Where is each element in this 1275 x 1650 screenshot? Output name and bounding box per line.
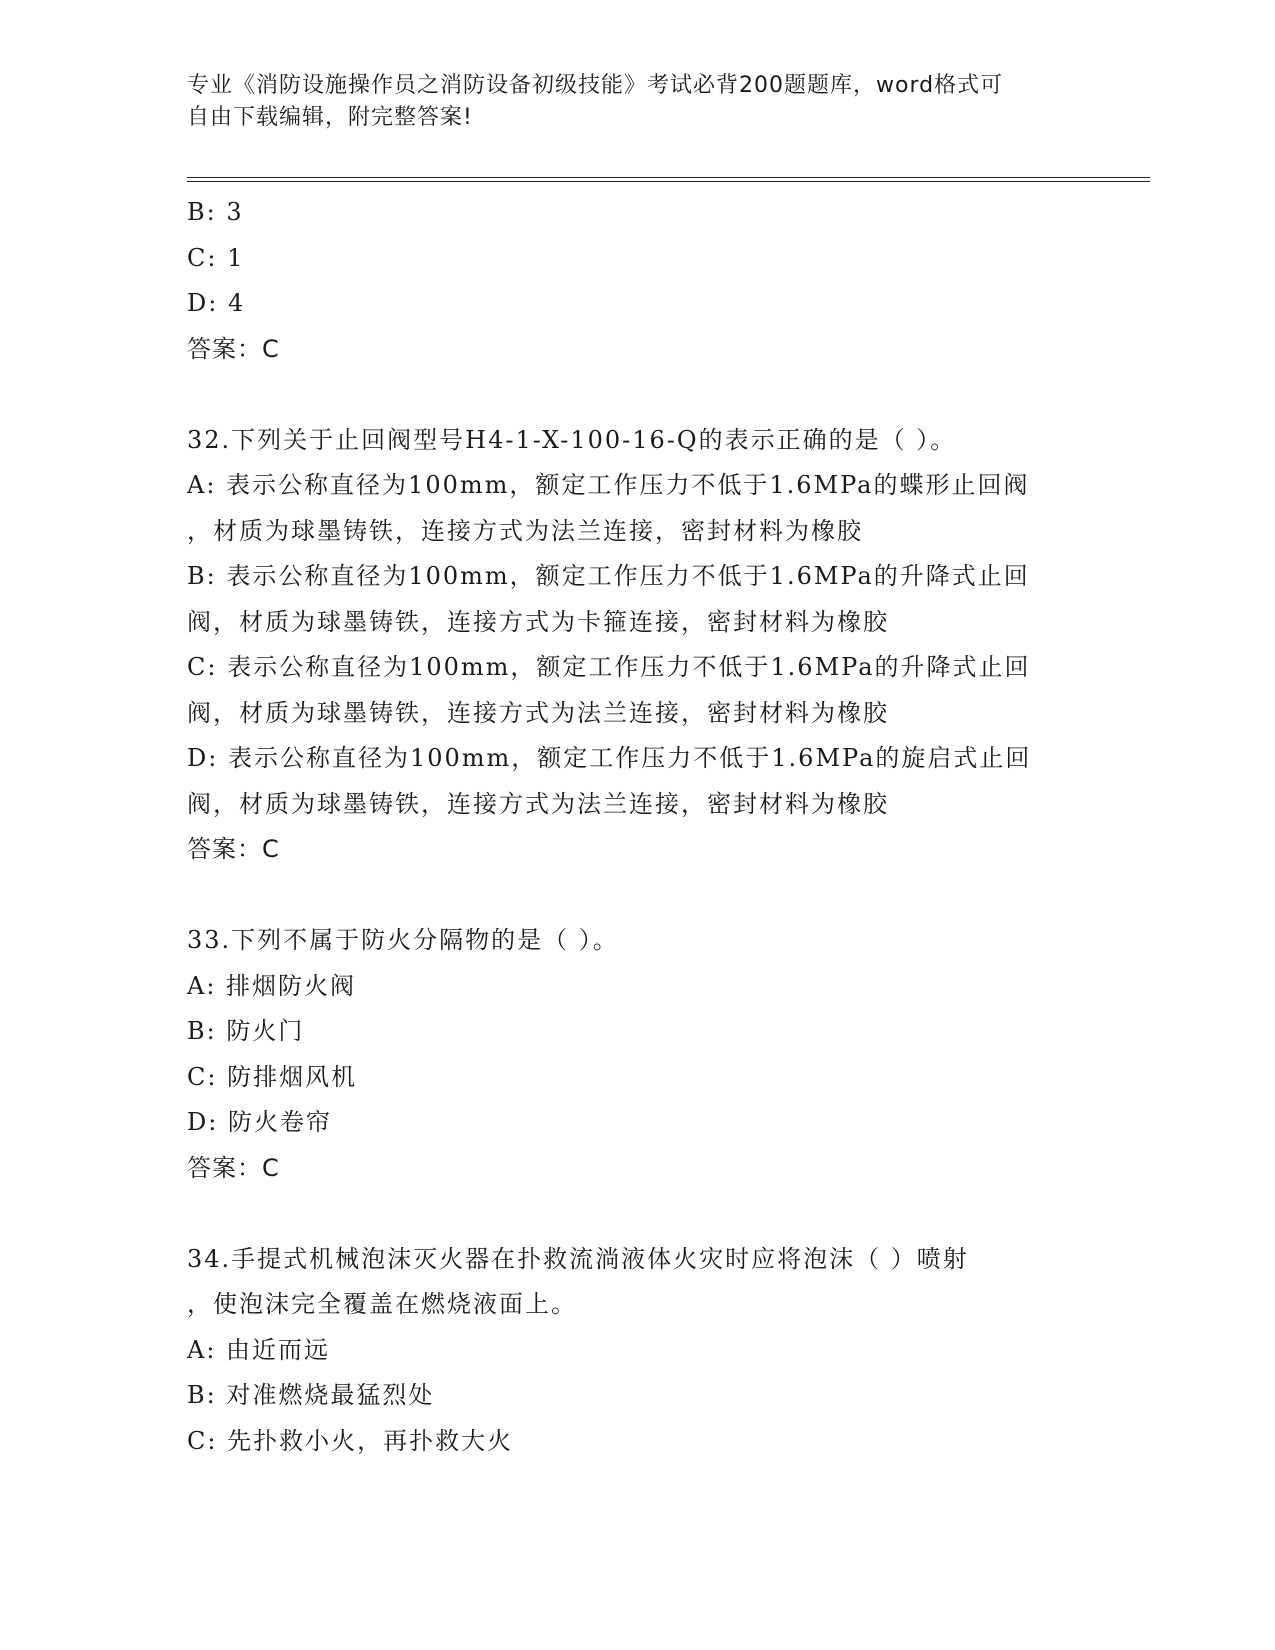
option-a-line-2: ，材质为球墨铸铁，连接方式为法兰连接，密封材料为橡胶 bbox=[187, 516, 863, 545]
option-b-line-1: B: 表示公称直径为100mm，额定工作压力不低于1.6MPa的升降式止回 bbox=[187, 562, 1030, 590]
answer-text: 答案：C bbox=[187, 334, 280, 363]
option-c: C: 1 bbox=[187, 243, 245, 272]
option-b: B: 防火门 bbox=[187, 1017, 305, 1045]
document-body bbox=[187, 190, 1087, 1464]
page-header bbox=[187, 70, 1067, 134]
option-b-line-2: 阀，材质为球墨铸铁，连接方式为卡箍连接，密封材料为橡胶 bbox=[187, 607, 889, 636]
question-text-line-2: ，使泡沫完全覆盖在燃烧液面上。 bbox=[187, 1290, 577, 1318]
option-a-line-1: A: 表示公称直径为100mm，额定工作压力不低于1.6MPa的蝶形止回阀 bbox=[187, 471, 1030, 499]
option-c-line-2: 阀，材质为球墨铸铁，连接方式为法兰连接，密封材料为橡胶 bbox=[187, 698, 889, 727]
option-d-line-2: 阀，材质为球墨铸铁，连接方式为法兰连接，密封材料为橡胶 bbox=[187, 789, 889, 818]
question-text: 33.下列不属于防火分隔物的是（ ）。 bbox=[187, 926, 619, 954]
question-text-line-1: 34.手提式机械泡沫灭火器在扑救流淌液体火灾时应将泡沫（ ）喷射 bbox=[187, 1244, 969, 1273]
question-34 bbox=[187, 1237, 1087, 1465]
previous-question-tail bbox=[187, 190, 1087, 372]
option-c-line-1: C: 表示公称直径为100mm，额定工作压力不低于1.6MPa的升降式止回 bbox=[187, 653, 1031, 681]
option-c: C: 先扑救小火，再扑救大火 bbox=[187, 1426, 514, 1455]
header-line-2: 自由下载编辑，附完整答案! bbox=[187, 105, 473, 130]
header-divider-bottom bbox=[187, 181, 1150, 182]
question-33 bbox=[187, 918, 1087, 1191]
option-c: C: 防排烟风机 bbox=[187, 1062, 358, 1091]
header-divider-top bbox=[187, 177, 1150, 178]
option-d-line-1: D: 表示公称直径为100mm，额定工作压力不低于1.6MPa的旋启式止回 bbox=[187, 744, 1032, 772]
option-b: B: 3 bbox=[187, 198, 244, 226]
option-a: A: 排烟防火阀 bbox=[187, 971, 357, 1000]
option-d: D: 防火卷帘 bbox=[187, 1108, 332, 1136]
answer-text: 答案：C bbox=[187, 1153, 280, 1182]
option-d: D: 4 bbox=[187, 289, 246, 317]
header-line-1: 专业《消防设施操作员之消防设备初级技能》考试必背200题题库，word格式可 bbox=[187, 73, 1004, 98]
option-b: B: 对准燃烧最猛烈处 bbox=[187, 1381, 435, 1409]
question-text: 32.下列关于止回阀型号H4-1-X-100-16-Q的表示正确的是（ ）。 bbox=[187, 425, 957, 454]
answer-text: 答案：C bbox=[187, 835, 280, 863]
question-32 bbox=[187, 418, 1087, 873]
option-a: A: 由近而远 bbox=[187, 1335, 331, 1364]
